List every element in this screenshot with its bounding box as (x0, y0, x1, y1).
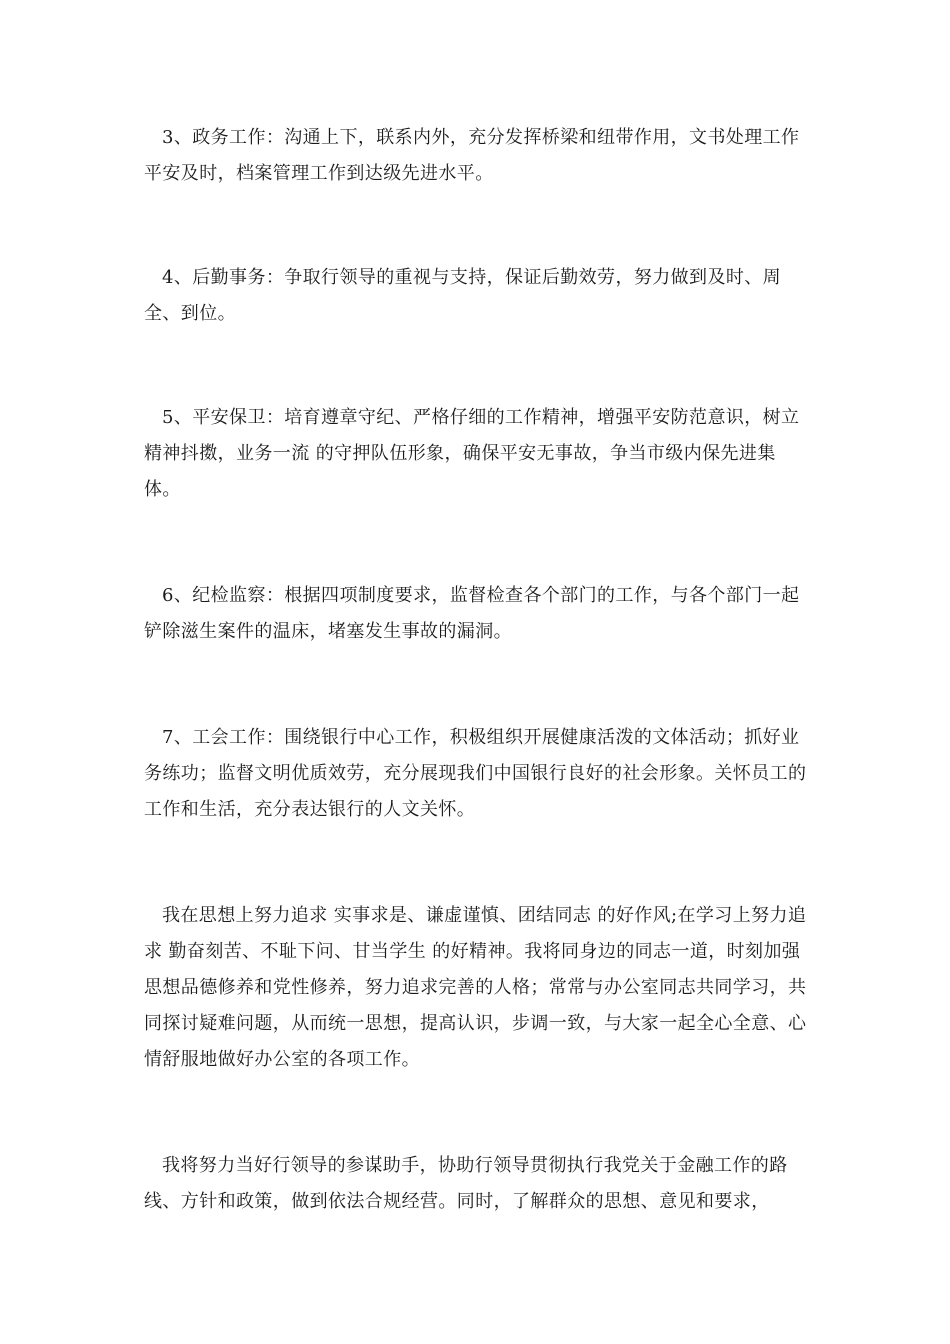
paragraph-security: 5、平安保卫：培育遵章守纪、严格仔细的工作精神，增强平安防范意识，树立 精神抖擞，业务一流 的守押队伍形象，确保平安无事故，争当市级内保先进集体。 (144, 407, 800, 500)
paragraph-assistant-role: 我将努力当好行领导的参谋助手，协助行领导贯彻执行我党关于金融工作的路线、方针和政策，做到依法合规经营。同时，了解群众的思想、意见和要求， (144, 1155, 788, 1212)
paragraph-discipline-inspection: 6、纪检监察：根据四项制度要求，监督检查各个部门的工作，与各个部门一起铲除滋生案件的温床，堵塞发生事故的漏洞。 (144, 585, 800, 642)
paragraph-personal-conduct: 我在思想上努力追求 实事求是、谦虚谨慎、团结同志 的好作风;在学习上努力追求 勤奋刻苦、不耻下问、甘当学生 的好精神。我将同身边的同志一道，时刻加强思想品德修养和党性修养，努力追求完善的人格；常常与办公室同志共同学习，共同探讨疑难问题，从而统一思想，提高认识，步调一致，与大家一起全心全意、心情舒服地做好办公室的各项工作。 (144, 905, 807, 1070)
paragraph-labor-union: 7、工会工作：围绕银行中心工作，积极组织开展健康活泼的文体活动；抓好业务练功；监督文明优质效劳，充分展现我们中国银行良好的社会形象。关怀员工的工作和生活，充分表达银行的人文关怀。 (144, 727, 807, 820)
paragraph-government-affairs: 3、政务工作：沟通上下，联系内外，充分发挥桥梁和纽带作用，文书处理工作平安及时，档案管理工作到达级先进水平。 (144, 127, 800, 184)
paragraph-logistics: 4、后勤事务：争取行领导的重视与支持，保证后勤效劳，努力做到及时、周全、到位。 (144, 267, 782, 324)
